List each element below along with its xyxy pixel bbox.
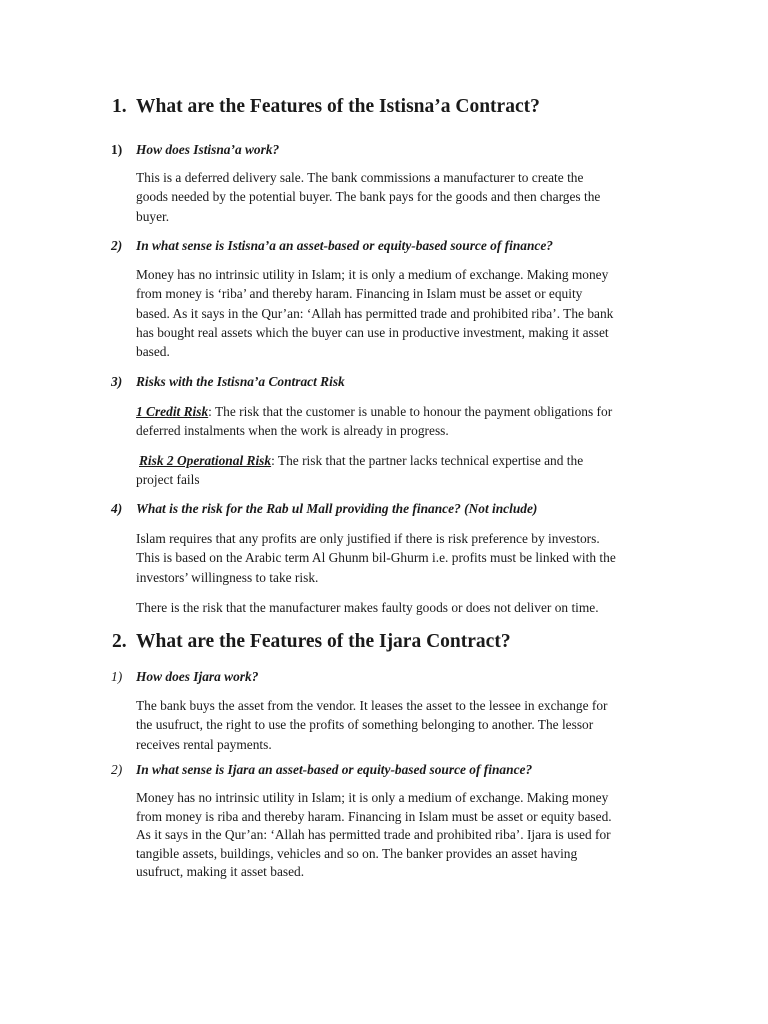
answer-line: from money is ‘riba’ and thereby haram. Financing in Islam must be asset or equity: [136, 286, 583, 302]
s1-q2-number: 2): [111, 238, 123, 253]
answer-line: based.: [136, 344, 170, 360]
s2-question-1: [111, 668, 258, 686]
section-2-heading: [112, 630, 511, 654]
s2-q2-answer: [136, 789, 676, 882]
operational-risk-line: [139, 451, 679, 470]
section-2-number: 2.: [112, 631, 127, 652]
s1-q1-text: How does Istisna’a work?: [136, 142, 280, 157]
operational-risk-line-2: project fails: [136, 472, 200, 487]
credit-risk-line-2: deferred instalments when the work is already in progress.: [136, 423, 449, 439]
s1-q4-answer-2: [136, 598, 676, 617]
answer-line: This is based on the Arabic term Al Ghunm bil-Ghurm i.e. profits must be linked with the: [136, 550, 616, 566]
s1-q4-number: 4): [111, 501, 123, 516]
s1-question-3: [111, 373, 345, 391]
answer-line: receives rental payments.: [136, 736, 272, 752]
s2-q1-text: How does Ijara work?: [136, 669, 259, 684]
s1-q3-number: 3): [111, 374, 123, 389]
section-1-heading: [112, 95, 540, 119]
answer-line: Money has no intrinsic utility in Islam; it is only a medium of exchange. Making money: [136, 790, 609, 805]
answer-line: Islam requires that any profits are only justified if there is risk preference by investors.: [136, 531, 600, 546]
s1-q3-text: Risks with the Istisna’a Contract Risk: [136, 374, 345, 389]
answer-line: goods needed by the potential buyer. The bank pays for the goods and then charges the: [136, 189, 601, 205]
section-2-title: What are the Features of the Ijara Contract?: [136, 631, 511, 652]
answer-line: has bought real assets which the buyer can use in productive investment, making it asset: [136, 324, 609, 340]
operational-risk-label: Risk 2 Operational Risk: [139, 453, 272, 468]
answer-line: investors’ willingness to take risk.: [136, 569, 319, 585]
credit-risk-label: 1 Credit Risk: [136, 404, 209, 419]
s1-question-1: [111, 141, 279, 159]
credit-risk-line: [136, 402, 676, 421]
s2-q2-number: 2): [111, 762, 123, 777]
answer-line: As it says in the Qur’an: ‘Allah has permitted trade and prohibited riba’. Ijara is used for: [136, 827, 611, 843]
s1-question-2: [111, 237, 553, 255]
s1-q1-number: 1): [111, 142, 123, 157]
s2-q1-number: 1): [111, 669, 123, 684]
answer-line: based. As it says in the Qur’an: ‘Allah has permitted trade and prohibited riba’. The bank: [136, 305, 614, 321]
credit-risk-text: : The risk that the customer is unable to honour the payment obligations for: [208, 404, 613, 419]
s1-q1-answer: [136, 168, 676, 226]
operational-risk-text: : The risk that the partner lacks technical expertise and the: [271, 453, 584, 468]
s2-q1-answer: [136, 696, 676, 754]
answer-line: the usufruct, the right to use the profits of something belonging to another. The lessor: [136, 717, 594, 733]
credit-risk-paragraph: [136, 402, 676, 441]
s2-q2-text: In what sense is Ijara an asset-based or equity-based source of finance?: [136, 762, 533, 777]
operational-risk-paragraph: [139, 451, 679, 470]
answer-line: Money has no intrinsic utility in Islam; it is only a medium of exchange. Making money: [136, 267, 609, 282]
answer-line: from money is riba and thereby haram. Financing in Islam must be asset or equity based.: [136, 808, 612, 824]
answer-line: usufruct, making it asset based.: [136, 864, 305, 880]
s1-q2-answer: [136, 265, 676, 361]
s1-q2-text: In what sense is Istisna’a an asset-based or equity-based source of finance?: [136, 238, 553, 253]
operational-risk-paragraph-2: [136, 470, 676, 489]
answer-line: This is a deferred delivery sale. The bank commissions a manufacturer to create the: [136, 170, 584, 185]
section-1-title: What are the Features of the Istisna’a Contract?: [136, 96, 540, 117]
answer-line: tangible assets, buildings, vehicles and so on. The banker provides an asset having: [136, 845, 578, 861]
s2-question-2: [111, 761, 532, 779]
s1-q4-text: What is the risk for the Rab ul Mall providing the finance? (Not include): [136, 501, 538, 516]
s1-question-4: [111, 500, 537, 518]
answer-line: The bank buys the asset from the vendor. It leases the asset to the lessee in exchange for: [136, 698, 608, 713]
answer-line: buyer.: [136, 208, 170, 224]
section-1-number: 1.: [112, 96, 127, 117]
s1-q4-answer: [136, 529, 676, 587]
answer-line: There is the risk that the manufacturer makes faulty goods or does not deliver on time.: [136, 600, 599, 615]
